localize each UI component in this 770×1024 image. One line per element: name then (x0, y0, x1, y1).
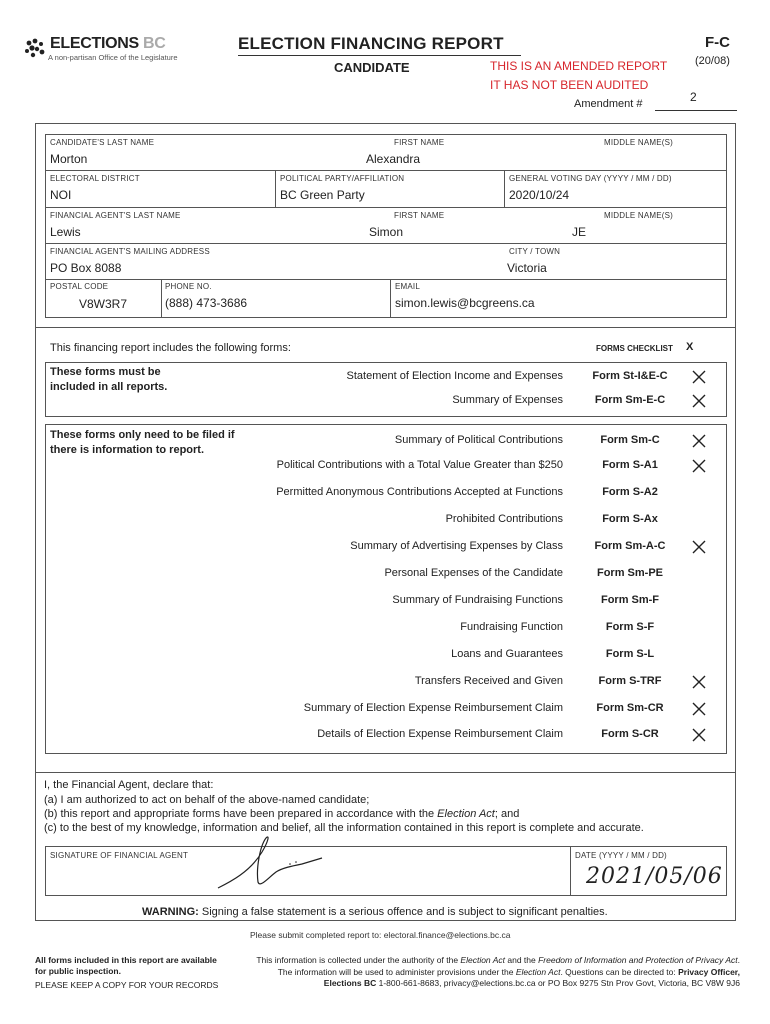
checklist-intro: This financing report includes the following forms: (50, 342, 291, 354)
submit-instructions: Please submit completed report to: electoral.finance@elections.bc.ca (250, 930, 511, 940)
form-description: Loans and Guarantees (451, 648, 563, 660)
privacy-line3 (324, 978, 740, 988)
agent-middle-name-field[interactable]: JE (572, 225, 587, 239)
form-code: Form Sm-CR (596, 702, 664, 714)
form-description: Personal Expenses of the Candidate (384, 567, 563, 579)
declaration-line2 (44, 808, 519, 820)
form-description: Prohibited Contributions (445, 513, 563, 525)
city-label: CITY / TOWN (509, 247, 561, 256)
date-label: DATE (YYYY / MM / DD) (575, 851, 667, 860)
col-divider (161, 279, 162, 318)
form-code: Form Sm-F (600, 594, 660, 606)
row-divider (45, 279, 727, 280)
section-divider (35, 327, 736, 328)
agent-first-name-label: FIRST NAME (394, 211, 445, 220)
declaration-line0: I, the Financial Agent, declare that: (44, 779, 214, 791)
checklist-header: FORMS CHECKLIST (596, 344, 673, 353)
form-checkbox[interactable] (690, 646, 708, 664)
form-description: Summary of Fundraising Functions (392, 594, 563, 606)
privacy-line2-a: The information will be used to administer provisions under the (277, 967, 516, 977)
form-description: Statement of Election Income and Expenses (346, 370, 563, 382)
form-description: Transfers Received and Given (414, 675, 563, 687)
postal-code-label: POSTAL CODE (50, 282, 109, 291)
privacy-line3-contact: 1-800-661-8683, privacy@elections.bc.ca or PO Box 9275 Stn Prov Govt, Victoria, BC V8W 9J6 (376, 978, 740, 988)
agent-address-label: FINANCIAL AGENT'S MAILING ADDRESS (50, 247, 210, 256)
declaration-line1: (a) I am authorized to act on behalf of the above-named candidate; (44, 794, 370, 806)
form-description: Political Contributions with a Total Value Greater than $250 (276, 459, 563, 471)
form-description: Details of Election Expense Reimbursement Claim (317, 728, 563, 740)
col-divider (390, 279, 391, 318)
title-rule (238, 55, 521, 56)
candidate-first-name-field[interactable]: Alexandra (366, 152, 421, 166)
check-x-icon (690, 726, 708, 744)
footer-public-note-1: All forms included in this report are available (35, 955, 217, 965)
city-field[interactable]: Victoria (507, 261, 547, 275)
privacy-line2-c: . Questions can be directed to: (560, 967, 679, 977)
form-code: Form S-A1 (602, 459, 658, 471)
amendment-label: Amendment # (574, 98, 643, 110)
form-checkbox[interactable] (690, 392, 708, 410)
declaration-line2-act: Election Act (437, 808, 495, 820)
check-x-icon (690, 538, 708, 556)
form-code: Form St-I&E-C (592, 370, 668, 382)
form-checkbox[interactable] (690, 565, 708, 583)
form-description: Fundraising Function (460, 621, 563, 633)
warning-label: WARNING: (142, 906, 199, 918)
privacy-line1-c: and the (505, 955, 539, 965)
logo-elections: ELECTIONS (50, 35, 139, 52)
privacy-line1-e: . (737, 955, 740, 965)
privacy-line1-act: Election Act (460, 955, 505, 965)
privacy-officer: Privacy Officer, (678, 967, 740, 977)
form-code: Form Sm-C (600, 434, 660, 446)
check-x-icon (690, 432, 708, 450)
phone-label: PHONE NO. (165, 282, 212, 291)
form-code: Form Sm-E-C (594, 394, 666, 406)
elections-bc-logo-icon (24, 37, 50, 59)
logo-bc: BC (143, 35, 166, 52)
form-code: Form S-Ax (602, 513, 658, 525)
form-code: Form S-L (605, 648, 655, 660)
amendment-underline (655, 110, 737, 111)
privacy-line1-a: This information is collected under the authority of the (256, 955, 461, 965)
form-code: Form S-A2 (602, 486, 658, 498)
agent-last-name-field[interactable]: Lewis (50, 225, 81, 239)
col-divider (275, 170, 276, 207)
party-label: POLITICAL PARTY/AFFILIATION (280, 174, 405, 183)
footer-public-note-2: for public inspection. (35, 966, 121, 976)
form-description: Summary of Political Contributions (394, 434, 563, 446)
agent-first-name-field[interactable]: Simon (369, 225, 404, 239)
candidate-middle-name-label: MIDDLE NAME(S) (604, 138, 674, 147)
voting-day-label: GENERAL VOTING DAY (YYYY / MM / DD) (509, 174, 672, 183)
form-checkbox[interactable] (690, 538, 708, 556)
row-divider (45, 243, 727, 244)
form-description: Permitted Anonymous Contributions Accepted at Functions (276, 486, 563, 498)
amended-notice-line2: IT HAS NOT BEEN AUDITED (490, 78, 649, 92)
checklist-header-mark: X (686, 341, 694, 353)
candidate-last-name-label: CANDIDATE'S LAST NAME (50, 138, 155, 147)
row-divider (45, 207, 727, 208)
warning-notice (142, 906, 608, 918)
row-divider (45, 170, 727, 171)
form-checkbox[interactable] (690, 457, 708, 475)
form-version: (20/08) (695, 55, 730, 67)
check-x-icon (690, 368, 708, 386)
email-field[interactable]: simon.lewis@bcgreens.ca (395, 296, 535, 310)
district-label: ELECTORAL DISTRICT (50, 174, 140, 183)
check-x-icon (690, 392, 708, 410)
agent-address-field[interactable]: PO Box 8088 (50, 261, 122, 275)
form-code: Form S-TRF (598, 675, 662, 687)
form-checkbox[interactable] (690, 700, 708, 718)
form-checkbox[interactable] (690, 726, 708, 744)
form-description: Summary of Expenses (452, 394, 563, 406)
voting-day-field[interactable]: 2020/10/24 (509, 188, 570, 202)
privacy-line2-act: Election Act (515, 967, 561, 977)
logo-wordmark (50, 35, 166, 53)
footer-keep-copy: PLEASE KEEP A COPY FOR YOUR RECORDS (35, 980, 219, 990)
signature-image[interactable] (210, 832, 330, 892)
form-checkbox[interactable] (690, 619, 708, 637)
party-field[interactable]: BC Green Party (280, 188, 365, 202)
form-code: Form S-CR (601, 728, 659, 740)
privacy-line2 (278, 967, 740, 977)
declaration-line2-a: (b) this report and appropriate forms have been prepared in accordance with the (44, 808, 438, 820)
tagline: A non-partisan Office of the Legislature (48, 53, 178, 62)
agent-middle-name-label: MIDDLE NAME(S) (604, 211, 674, 220)
declaration-line3: (c) to the best of my knowledge, information and belief, all the information contained in this report is complete and accurate. (44, 822, 644, 834)
candidate-last-name-field[interactable]: Morton (50, 152, 88, 166)
district-field[interactable]: NOI (50, 188, 72, 202)
form-checkbox[interactable] (690, 511, 708, 529)
form-code: F-C (705, 34, 730, 51)
privacy-line1-foippa: Freedom of Information and Protection of Privacy Act (538, 955, 738, 965)
candidate-first-name-label: FIRST NAME (394, 138, 445, 147)
form-checkbox[interactable] (690, 484, 708, 502)
amended-notice-line1: THIS IS AN AMENDED REPORT (490, 59, 668, 73)
page-title: ELECTION FINANCING REPORT (238, 34, 504, 53)
page-subtitle: CANDIDATE (334, 60, 410, 75)
postal-code-field[interactable]: V8W3R7 (79, 297, 128, 311)
check-x-icon (690, 457, 708, 475)
privacy-line3-org: Elections BC (323, 978, 377, 988)
check-x-icon (690, 700, 708, 718)
required-forms-note: These forms must be included in all reports. (50, 366, 168, 393)
signature-label: SIGNATURE OF FINANCIAL AGENT (50, 851, 189, 860)
form-checkbox[interactable] (690, 432, 708, 450)
check-x-icon (690, 673, 708, 691)
declaration-line2-c: ; and (494, 808, 520, 820)
col-divider (570, 846, 571, 896)
form-code: Form Sm-PE (596, 567, 663, 579)
form-description: Summary of Election Expense Reimbursement Claim (303, 702, 563, 714)
privacy-line1 (256, 955, 740, 965)
form-checkbox[interactable] (690, 368, 708, 386)
phone-field[interactable]: (888) 473-3686 (165, 296, 248, 310)
form-checkbox[interactable] (690, 673, 708, 691)
form-description: Summary of Advertising Expenses by Class (350, 540, 563, 552)
form-code: Form S-F (605, 621, 655, 633)
email-label: EMAIL (395, 282, 421, 291)
form-code: Form Sm-A-C (594, 540, 666, 552)
optional-forms-note: These forms only need to be filed if there is information to report. (50, 429, 235, 456)
date-signed-field[interactable]: 2021/05/06 (586, 864, 723, 889)
agent-last-name-label: FINANCIAL AGENT'S LAST NAME (50, 211, 181, 220)
section-divider (35, 772, 736, 773)
col-divider (504, 170, 505, 207)
form-checkbox[interactable] (690, 592, 708, 610)
warning-text: Signing a false statement is a serious offence and is subject to significant penalties. (198, 906, 608, 918)
amendment-field[interactable]: 2 (690, 90, 697, 104)
